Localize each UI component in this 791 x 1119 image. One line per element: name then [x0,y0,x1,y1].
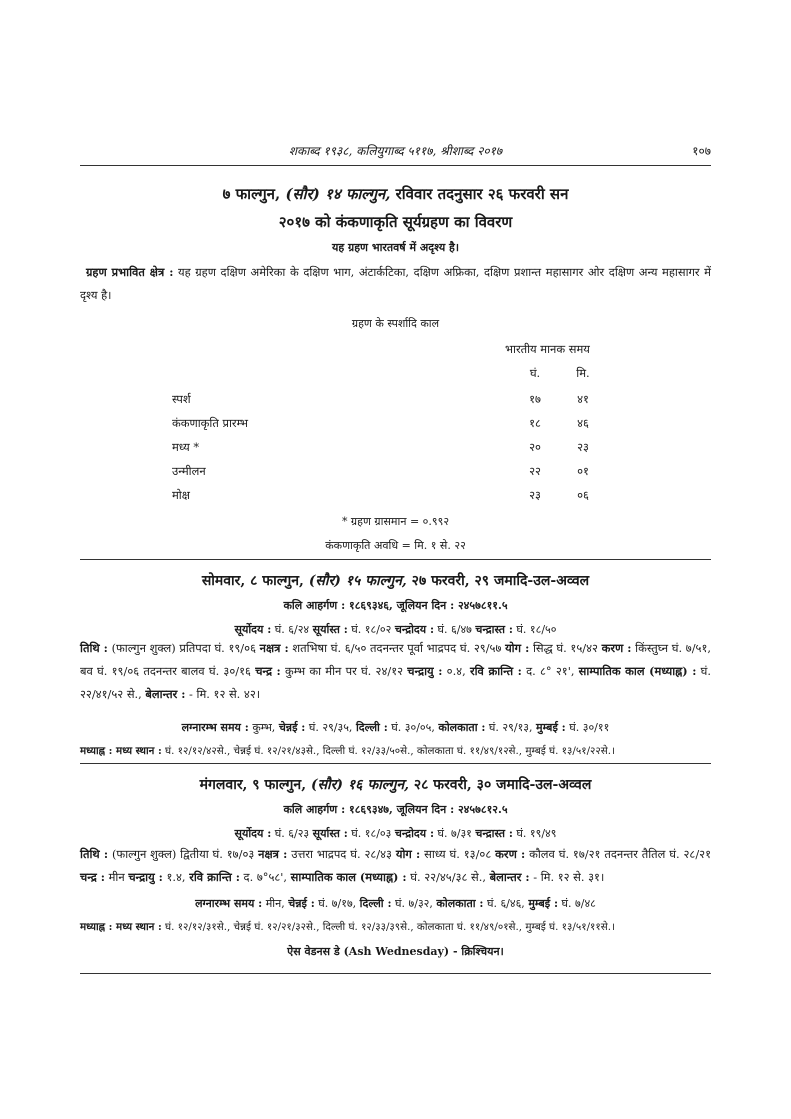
contact-label: कंकणाकृति प्रारम्भ [172,416,249,430]
tithi-text: (फाल्गुन शुक्ल) द्वितीया घं. १७/०३ [108,847,259,861]
tuesday-ahargan: कलि आहर्गण : १८६९३४७, जूलियन दिन : २४५७८१२.५ [283,803,508,816]
chennai-value: घं. ७/१७, [314,897,360,910]
delhi-value: घं. ७/३२, [391,897,437,910]
lagna-label: लग्नारम्भ समय : [195,897,263,910]
ravi-kranti-text: द. ७°५८', [239,870,291,884]
monday-title-b: (सौर) १५ फाल्गुन, [308,573,407,589]
yoga-label: योग : [505,641,530,655]
moonset-value: घं. १८/५० [512,623,557,636]
chandra-label: चन्द्र : [80,870,105,884]
kolkata-label: कोलकाता : [436,897,484,910]
monday-ahargan: कलि आहर्गण : १८६९३४६, जूलियन दिन : २४५७८११.५ [283,599,508,612]
sidereal-time-text: घं. २२/४१/५२ से., [80,664,711,701]
tuesday-title [80,775,711,794]
kolkata-value: घं. २९/१३, [485,721,537,734]
sunrise-value: घं. ६/२४ [271,623,313,636]
section-divider [80,559,711,560]
yoga-label: योग : [395,847,421,861]
yoga-text: साध्य घं. १३/०८ [420,847,496,861]
sunrise-label: सूर्योदय : [234,827,272,840]
sidereal-time-label: साम्पातिक काल (मध्याह्न) : [290,870,407,884]
eclipse-title-a: ७ फाल्गुन, [222,185,286,203]
ist-label: भारतीय मानक समय [505,342,590,356]
annular-duration: कंकणाकृति अवधि = मि. १ से. २२ [325,539,466,552]
moonrise-value: घं. ७/३१ [434,827,476,840]
tithi-text: (फाल्गुन शुक्ल) प्रतिपदा घं. १९/०६ [107,641,260,655]
running-header [80,139,711,166]
monday-madhya [80,744,711,758]
eclipse-title-c: रविवार तदनुसार २६ फरवरी सन [390,185,569,203]
madhya-label: मध्याह्न : मध्य स्थान : [80,745,162,757]
mumbai-value: घं. ७/४८ [558,897,596,910]
col-hour: घं. [529,366,541,380]
ravi-kranti-label: रवि क्रान्ति : [189,870,240,884]
contact-label: उन्मीलन [172,464,206,478]
nakshatra-label: नक्षत्र : [259,641,289,655]
chennai-label: चेन्नई : [278,721,306,734]
chandra-label: चन्द्र : [255,664,281,678]
tithi-label: तिथि : [80,847,109,861]
karan-text: कौलव घं. १७/२१ तदनन्तर तैतिल घं. २८/२१ [525,847,712,861]
sunrise-value: घं. ६/२३ [271,827,313,840]
tuesday-title-c: २८ फरवरी, ३० जमादि-उल-अव्वल [408,777,592,793]
ravi-kranti-label: रवि क्रान्ति : [469,664,522,678]
lagna-sign: मीन, [262,897,289,910]
sunset-value: घं. १८/०२ [347,623,395,636]
madhya-text: घं. १२/१२/४२से., चेन्नई घं. १२/२१/४३से., दिल्ली घं. १२/३३/५०से., कोलकाता घं. ११/४९/१२से., मुम्बई घं. १३/५१/२२से.। [161,745,615,757]
tuesday-madhya [80,920,711,934]
mumbai-value: घं. ३०/११ [565,721,610,734]
contact-min: ४६ [577,416,589,430]
tuesday-lagna [80,896,711,911]
contact-hour: १८ [529,416,541,430]
contact-label: मध्य * [172,440,200,454]
moonset-label: चन्द्रास्त : [475,827,513,840]
contact-label: स्पर्श [172,392,191,406]
eclipse-title-line2: २०१७ को कंकणाकृति सूर्यग्रहण का विवरण [278,213,513,231]
contact-hour: १७ [529,392,541,406]
tuesday-sun-moon [80,826,711,841]
contact-label: मोक्ष [172,488,190,502]
eclipse-title-line1 [80,184,711,204]
chandra-text: कुम्भ का मीन पर घं. २४/१२ [280,664,408,678]
madhya-text: घं. १२/१२/३१से., चेन्नई घं. १२/२१/३२से., दिल्ली घं. १२/३३/३९से., कोलकाता घं. ११/४९/०१से., मुम्बई घं. १३/५१/११से.। [161,921,615,933]
tuesday-festival: ऐस वेडनस डे (Ash Wednesday) - क्रिश्चियन। [287,945,504,958]
eclipse-magnitude: * ग्रहण ग्रासमान = ०.९९२ [341,515,450,528]
eclipse-invisible-note: यह ग्रहण भारतवर्ष में अदृश्य है। [331,241,460,254]
sunset-value: घं. १८/०३ [347,827,395,840]
moonset-value: घं. १९/४९ [512,827,557,840]
chandrayu-label: चन्द्रायु : [407,664,443,678]
section-divider [80,763,711,764]
monday-title [80,571,711,590]
equation-time-label: बेलान्तर : [145,687,186,701]
eclipse-title-b: (सौर) १४ फाल्गुन, [285,185,391,203]
karan-text: किंस्तुघ्न घं. ७/५१, बव घं. १९/०६ तदनन्तर बालव घं. ३०/१६ [80,641,712,678]
madhya-label: मध्याह्न : मध्य स्थान : [80,921,162,933]
kolkata-value: घं. ६/४६, [483,897,529,910]
monday-sun-moon [80,622,711,637]
moonrise-value: घं. ६/४७ [434,623,476,636]
moonrise-label: चन्द्रोदय : [394,827,435,840]
lagna-label: लग्नारम्भ समय : [181,721,249,734]
ravi-kranti-text: द. ८° २१', [521,664,579,678]
nakshatra-text: उत्तरा भाद्रपद घं. २८/४३ [287,847,396,861]
tuesday-title-a: मंगलवार, ९ फाल्गुन, [199,777,311,793]
mumbai-label: मुम्बई : [536,721,566,734]
col-min: मि. [576,366,590,380]
sidereal-time-label: साम्पातिक काल (मध्याह्न) : [578,664,697,678]
chandrayu-label: चन्द्रायु : [128,870,163,884]
page-number: १०७ [692,144,711,158]
moonrise-label: चन्द्रोदय : [394,623,435,636]
contact-min: २३ [577,440,589,454]
delhi-label: दिल्ली : [359,897,392,910]
yoga-text: सिद्ध घं. १५/४२ [529,641,602,655]
contact-times-title: ग्रहण के स्पर्शादि काल [351,317,440,330]
sidereal-time-text: घं. २२/४५/३८ से., [406,870,490,884]
equation-time-text: - मि. १२ से. ३१। [529,870,605,884]
chennai-value: घं. २९/३५, [305,721,356,734]
kolkata-label: कोलकाता : [438,721,486,734]
chennai-label: चेन्नई : [288,897,315,910]
moonset-label: चन्द्रास्त : [475,623,513,636]
nakshatra-text: शतभिषा घं. ६/५० तदनन्तर पूर्वा भाद्रपद घं. २९/५७ [288,641,506,655]
contact-hour: २३ [529,488,541,502]
lagna-sign: कुम्भ, [248,721,279,734]
equation-time-label: बेलान्तर : [489,870,530,884]
tithi-label: तिथि : [80,641,108,655]
running-title: शकाब्द १९३८, कलियुगाब्द ५११७, श्रीशाब्द २०१७ [288,144,503,158]
nakshatra-label: नक्षत्र : [258,847,288,861]
tuesday-title-b: (सौर) १६ फाल्गुन, [310,777,409,793]
delhi-label: दिल्ली : [355,721,388,734]
sunset-label: सूर्यास्त : [312,623,348,636]
chandrayu-text: ०.४, [442,664,470,678]
contact-hour: २२ [529,464,541,478]
contact-min: ०६ [577,488,589,502]
monday-lagna [80,720,711,735]
page-bottom-rule [80,973,711,974]
chandra-text: मीन [104,870,129,884]
contact-min: ४१ [577,392,589,406]
affected-region [80,261,711,307]
monday-tithi-para [80,637,711,706]
sunrise-label: सूर्योदय : [234,623,272,636]
affected-text: यह ग्रहण दक्षिण अमेरिका के दक्षिण भाग, अंटार्कटिका, दक्षिण अफ्रिका, दक्षिण प्रशान्त महासागर ओर दक्षिण अन्य महासागर में दृश्य है। [80,265,711,302]
delhi-value: घं. ३०/०५, [387,721,439,734]
equation-time-text: - मि. १२ से. ४२। [185,687,261,701]
monday-title-a: सोमवार, ८ फाल्गुन, [201,573,309,589]
tuesday-tithi-para [80,843,711,889]
contact-min: ०१ [577,464,589,478]
chandrayu-text: १.४, [162,870,190,884]
mumbai-label: मुम्बई : [528,897,559,910]
karan-label: करण : [601,641,632,655]
monday-title-c: २७ फरवरी, २९ जमादि-उल-अव्वल [406,573,590,589]
sunset-label: सूर्यास्त : [312,827,348,840]
contact-hour: २० [529,440,541,454]
affected-label: ग्रहण प्रभावित क्षेत्र : [86,265,174,279]
karan-label: करण : [495,847,526,861]
